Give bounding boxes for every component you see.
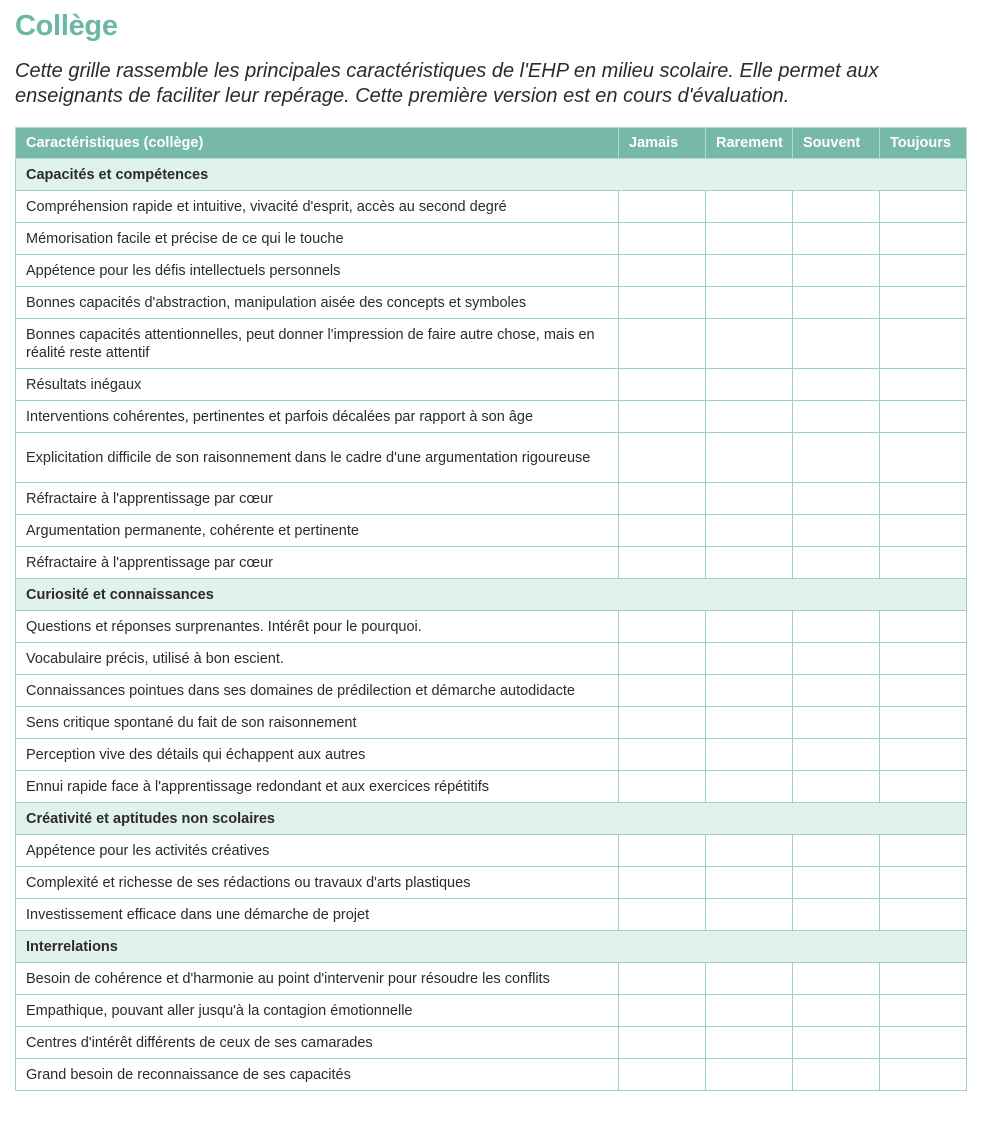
- cell-jamais[interactable]: [619, 995, 706, 1027]
- cell-jamais[interactable]: [619, 1027, 706, 1059]
- characteristic-label: Empathique, pouvant aller jusqu'à la contagion émotionnelle: [16, 995, 619, 1027]
- cell-souvent[interactable]: [793, 771, 880, 803]
- cell-jamais[interactable]: [619, 401, 706, 433]
- section-title: Capacités et compétences: [16, 159, 967, 191]
- cell-souvent[interactable]: [793, 707, 880, 739]
- cell-souvent[interactable]: [793, 899, 880, 931]
- characteristic-label: Vocabulaire précis, utilisé à bon escient.: [16, 643, 619, 675]
- table-row: [16, 223, 967, 255]
- characteristic-label: Réfractaire à l'apprentissage par cœur: [16, 547, 619, 579]
- cell-souvent[interactable]: [793, 611, 880, 643]
- cell-rarement[interactable]: [706, 547, 793, 579]
- cell-souvent[interactable]: [793, 483, 880, 515]
- characteristic-label: Bonnes capacités attentionnelles, peut donner l'impression de faire autre chose, mais en réalité reste attentif: [16, 319, 619, 369]
- cell-toujours[interactable]: [880, 643, 967, 675]
- cell-toujours[interactable]: [880, 771, 967, 803]
- characteristic-label: Mémorisation facile et précise de ce qui le touche: [16, 223, 619, 255]
- cell-rarement[interactable]: [706, 995, 793, 1027]
- cell-souvent[interactable]: [793, 255, 880, 287]
- cell-rarement[interactable]: [706, 611, 793, 643]
- cell-souvent[interactable]: [793, 191, 880, 223]
- section-row: [16, 931, 967, 963]
- cell-rarement[interactable]: [706, 1027, 793, 1059]
- cell-souvent[interactable]: [793, 433, 880, 483]
- header-characteristics: Caractéristiques (collège): [16, 128, 619, 159]
- characteristic-label: Besoin de cohérence et d'harmonie au point d'intervenir pour résoudre les conflits: [16, 963, 619, 995]
- cell-souvent[interactable]: [793, 739, 880, 771]
- cell-rarement[interactable]: [706, 835, 793, 867]
- cell-rarement[interactable]: [706, 223, 793, 255]
- cell-toujours[interactable]: [880, 401, 967, 433]
- cell-rarement[interactable]: [706, 771, 793, 803]
- cell-toujours[interactable]: [880, 1059, 967, 1091]
- table-row: [16, 515, 967, 547]
- cell-jamais[interactable]: [619, 287, 706, 319]
- cell-souvent[interactable]: [793, 995, 880, 1027]
- characteristic-label: Questions et réponses surprenantes. Intérêt pour le pourquoi.: [16, 611, 619, 643]
- cell-souvent[interactable]: [793, 867, 880, 899]
- cell-toujours[interactable]: [880, 995, 967, 1027]
- characteristic-label: Connaissances pointues dans ses domaines de prédilection et démarche autodidacte: [16, 675, 619, 707]
- table-row: [16, 899, 967, 931]
- cell-toujours[interactable]: [880, 287, 967, 319]
- cell-souvent[interactable]: [793, 319, 880, 369]
- cell-toujours[interactable]: [880, 433, 967, 483]
- cell-toujours[interactable]: [880, 483, 967, 515]
- cell-rarement[interactable]: [706, 1059, 793, 1091]
- characteristic-label: Investissement efficace dans une démarche de projet: [16, 899, 619, 931]
- cell-souvent[interactable]: [793, 643, 880, 675]
- cell-rarement[interactable]: [706, 675, 793, 707]
- characteristic-label: Appétence pour les défis intellectuels personnels: [16, 255, 619, 287]
- cell-souvent[interactable]: [793, 287, 880, 319]
- table-row: [16, 1027, 967, 1059]
- table-row: [16, 319, 967, 369]
- table-row: [16, 1059, 967, 1091]
- cell-rarement[interactable]: [706, 401, 793, 433]
- cell-souvent[interactable]: [793, 835, 880, 867]
- cell-jamais[interactable]: [619, 707, 706, 739]
- cell-souvent[interactable]: [793, 515, 880, 547]
- characteristics-grid: [15, 127, 967, 1091]
- characteristic-label: Compréhension rapide et intuitive, vivacité d'esprit, accès au second degré: [16, 191, 619, 223]
- cell-jamais[interactable]: [619, 739, 706, 771]
- characteristic-label: Sens critique spontané du fait de son raisonnement: [16, 707, 619, 739]
- characteristic-label: Réfractaire à l'apprentissage par cœur: [16, 483, 619, 515]
- characteristic-label: Centres d'intérêt différents de ceux de ses camarades: [16, 1027, 619, 1059]
- table-row: [16, 739, 967, 771]
- characteristic-label: Bonnes capacités d'abstraction, manipulation aisée des concepts et symboles: [16, 287, 619, 319]
- cell-toujours[interactable]: [880, 191, 967, 223]
- cell-jamais[interactable]: [619, 319, 706, 369]
- cell-rarement[interactable]: [706, 707, 793, 739]
- header-rarement: Rarement: [706, 128, 793, 159]
- section-title: Curiosité et connaissances: [16, 579, 967, 611]
- cell-jamais[interactable]: [619, 643, 706, 675]
- cell-souvent[interactable]: [793, 401, 880, 433]
- cell-jamais[interactable]: [619, 223, 706, 255]
- table-row: [16, 255, 967, 287]
- cell-jamais[interactable]: [619, 547, 706, 579]
- cell-rarement[interactable]: [706, 319, 793, 369]
- table-row: [16, 707, 967, 739]
- cell-rarement[interactable]: [706, 515, 793, 547]
- cell-toujours[interactable]: [880, 707, 967, 739]
- characteristic-label: Ennui rapide face à l'apprentissage redondant et aux exercices répétitifs: [16, 771, 619, 803]
- table-row: [16, 433, 967, 483]
- section-row: [16, 159, 967, 191]
- cell-jamais[interactable]: [619, 611, 706, 643]
- intro-text: Cette grille rassemble les principales caractéristiques de l'EHP en milieu scolaire. Elle permet aux enseignants de faciliter leur repérage. Cette première version est en cours d'évaluation.: [15, 60, 879, 107]
- cell-souvent[interactable]: [793, 547, 880, 579]
- table-row: [16, 995, 967, 1027]
- cell-jamais[interactable]: [619, 191, 706, 223]
- header-souvent: Souvent: [793, 128, 880, 159]
- cell-rarement[interactable]: [706, 739, 793, 771]
- cell-toujours[interactable]: [880, 867, 967, 899]
- cell-toujours[interactable]: [880, 547, 967, 579]
- cell-rarement[interactable]: [706, 483, 793, 515]
- table-row: [16, 611, 967, 643]
- characteristic-label: Résultats inégaux: [16, 369, 619, 401]
- cell-toujours[interactable]: [880, 369, 967, 401]
- section-title: Interrelations: [16, 931, 967, 963]
- table-row: [16, 191, 967, 223]
- cell-rarement[interactable]: [706, 369, 793, 401]
- header-toujours: Toujours: [880, 128, 967, 159]
- cell-souvent[interactable]: [793, 223, 880, 255]
- table-row: [16, 835, 967, 867]
- cell-souvent[interactable]: [793, 963, 880, 995]
- cell-rarement[interactable]: [706, 899, 793, 931]
- cell-jamais[interactable]: [619, 675, 706, 707]
- characteristic-label: Interventions cohérentes, pertinentes et parfois décalées par rapport à son âge: [16, 401, 619, 433]
- table-row: [16, 643, 967, 675]
- cell-souvent[interactable]: [793, 369, 880, 401]
- cell-toujours[interactable]: [880, 963, 967, 995]
- cell-rarement[interactable]: [706, 433, 793, 483]
- cell-toujours[interactable]: [880, 899, 967, 931]
- cell-jamais[interactable]: [619, 369, 706, 401]
- characteristic-label: Argumentation permanente, cohérente et pertinente: [16, 515, 619, 547]
- characteristic-label: Grand besoin de reconnaissance de ses capacités: [16, 1059, 619, 1091]
- section-row: [16, 579, 967, 611]
- cell-jamais[interactable]: [619, 255, 706, 287]
- cell-jamais[interactable]: [619, 433, 706, 483]
- cell-jamais[interactable]: [619, 1059, 706, 1091]
- cell-jamais[interactable]: [619, 483, 706, 515]
- cell-rarement[interactable]: [706, 963, 793, 995]
- cell-jamais[interactable]: [619, 867, 706, 899]
- cell-souvent[interactable]: [793, 1027, 880, 1059]
- table-row: [16, 547, 967, 579]
- cell-jamais[interactable]: [619, 899, 706, 931]
- cell-jamais[interactable]: [619, 771, 706, 803]
- cell-jamais[interactable]: [619, 515, 706, 547]
- cell-toujours[interactable]: [880, 223, 967, 255]
- characteristic-label: Explicitation difficile de son raisonnement dans le cadre d'une argumentation rigoureuse: [16, 433, 619, 483]
- table-row: [16, 401, 967, 433]
- section-row: [16, 803, 967, 835]
- table-row: [16, 369, 967, 401]
- header-row: [16, 128, 967, 159]
- cell-jamais[interactable]: [619, 835, 706, 867]
- cell-souvent[interactable]: [793, 1059, 880, 1091]
- cell-toujours[interactable]: [880, 1027, 967, 1059]
- cell-rarement[interactable]: [706, 867, 793, 899]
- cell-rarement[interactable]: [706, 643, 793, 675]
- grid-body: [16, 159, 967, 1091]
- cell-rarement[interactable]: [706, 255, 793, 287]
- table-row: [16, 675, 967, 707]
- table-row: [16, 963, 967, 995]
- table-row: [16, 483, 967, 515]
- cell-toujours[interactable]: [880, 739, 967, 771]
- cell-toujours[interactable]: [880, 255, 967, 287]
- characteristic-label: Appétence pour les activités créatives: [16, 835, 619, 867]
- cell-toujours[interactable]: [880, 611, 967, 643]
- characteristic-label: Perception vive des détails qui échappent aux autres: [16, 739, 619, 771]
- table-row: [16, 287, 967, 319]
- cell-jamais[interactable]: [619, 963, 706, 995]
- cell-rarement[interactable]: [706, 287, 793, 319]
- cell-toujours[interactable]: [880, 319, 967, 369]
- table-row: [16, 867, 967, 899]
- section-title: Créativité et aptitudes non scolaires: [16, 803, 967, 835]
- cell-toujours[interactable]: [880, 515, 967, 547]
- page-title: Collège: [15, 10, 118, 42]
- header-jamais: Jamais: [619, 128, 706, 159]
- table-row: [16, 771, 967, 803]
- cell-rarement[interactable]: [706, 191, 793, 223]
- cell-souvent[interactable]: [793, 675, 880, 707]
- cell-toujours[interactable]: [880, 835, 967, 867]
- characteristic-label: Complexité et richesse de ses rédactions ou travaux d'arts plastiques: [16, 867, 619, 899]
- cell-toujours[interactable]: [880, 675, 967, 707]
